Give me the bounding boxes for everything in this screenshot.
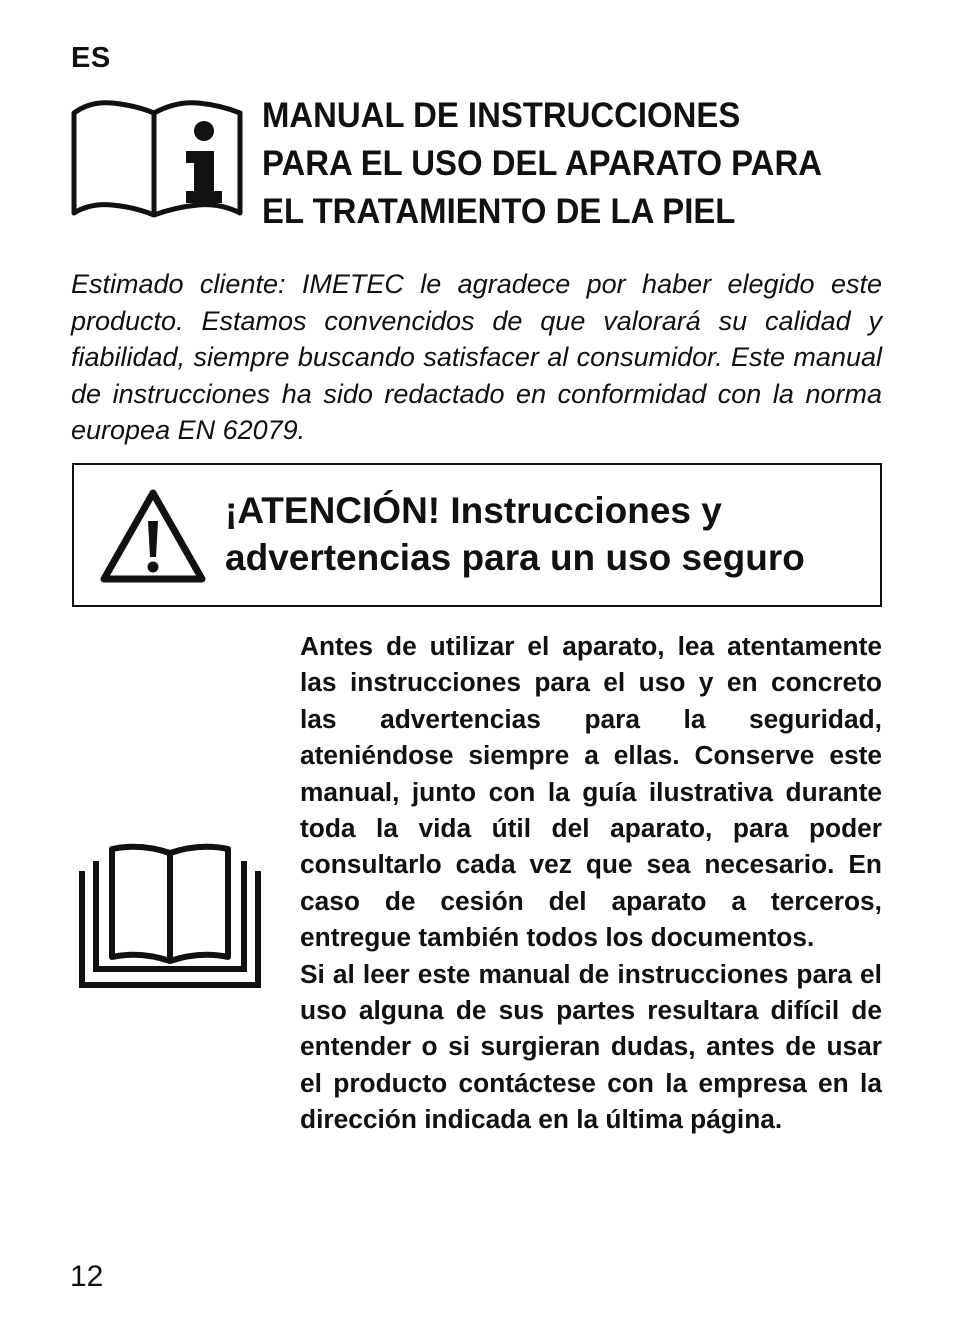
title-line: EL TRATAMIENTO DE LA PIEL: [262, 192, 736, 231]
page-number: 12: [70, 1260, 104, 1293]
safety-instructions-text: [300, 628, 882, 1138]
open-book-icon: [78, 843, 262, 989]
title-line: PARA EL USO DEL APARATO PARA: [262, 144, 822, 183]
warning-triangle-icon: [98, 487, 208, 587]
language-code: ES: [71, 42, 111, 74]
info-manual-icon: [70, 95, 246, 223]
safety-paragraph: Si al leer este manual de instrucciones para el uso alguna de sus partes resultara difícil de entender o si surgieran dudas, antes de usar el producto contáctese con la empresa en la dirección indicada en la última página.: [300, 958, 882, 1135]
title-line: MANUAL DE INSTRUCCIONES: [262, 96, 741, 135]
safety-paragraph: Antes de utilizar el aparato, lea atentamente las instrucciones para el uso y en concreto las advertencias para la seguridad, ateniéndose siempre a ellas. Conserve este manual, junto con la guía ilustrativa durante toda la vida útil del aparato, para poder consultarlo cada vez que sea necesario. En caso de cesión del aparato a terceros, entregue también todos los documentos.: [300, 631, 882, 953]
intro-paragraph: Estimado cliente: IMETEC le agradece por haber elegido este producto. Estamos convencidos de que valorará su calidad y fiabilidad, siempre buscando satisfacer al consumidor. Este manual de instrucciones ha sido redactado en conformidad con la norma europea EN 62079.: [71, 269, 882, 445]
warning-title-line: ¡ATENCIÓN! Instrucciones y: [225, 490, 722, 531]
warning-box: [72, 463, 882, 607]
warning-title: [225, 487, 875, 581]
warning-title-line: advertencias para un uso seguro: [225, 537, 805, 578]
manual-title: [262, 92, 864, 236]
